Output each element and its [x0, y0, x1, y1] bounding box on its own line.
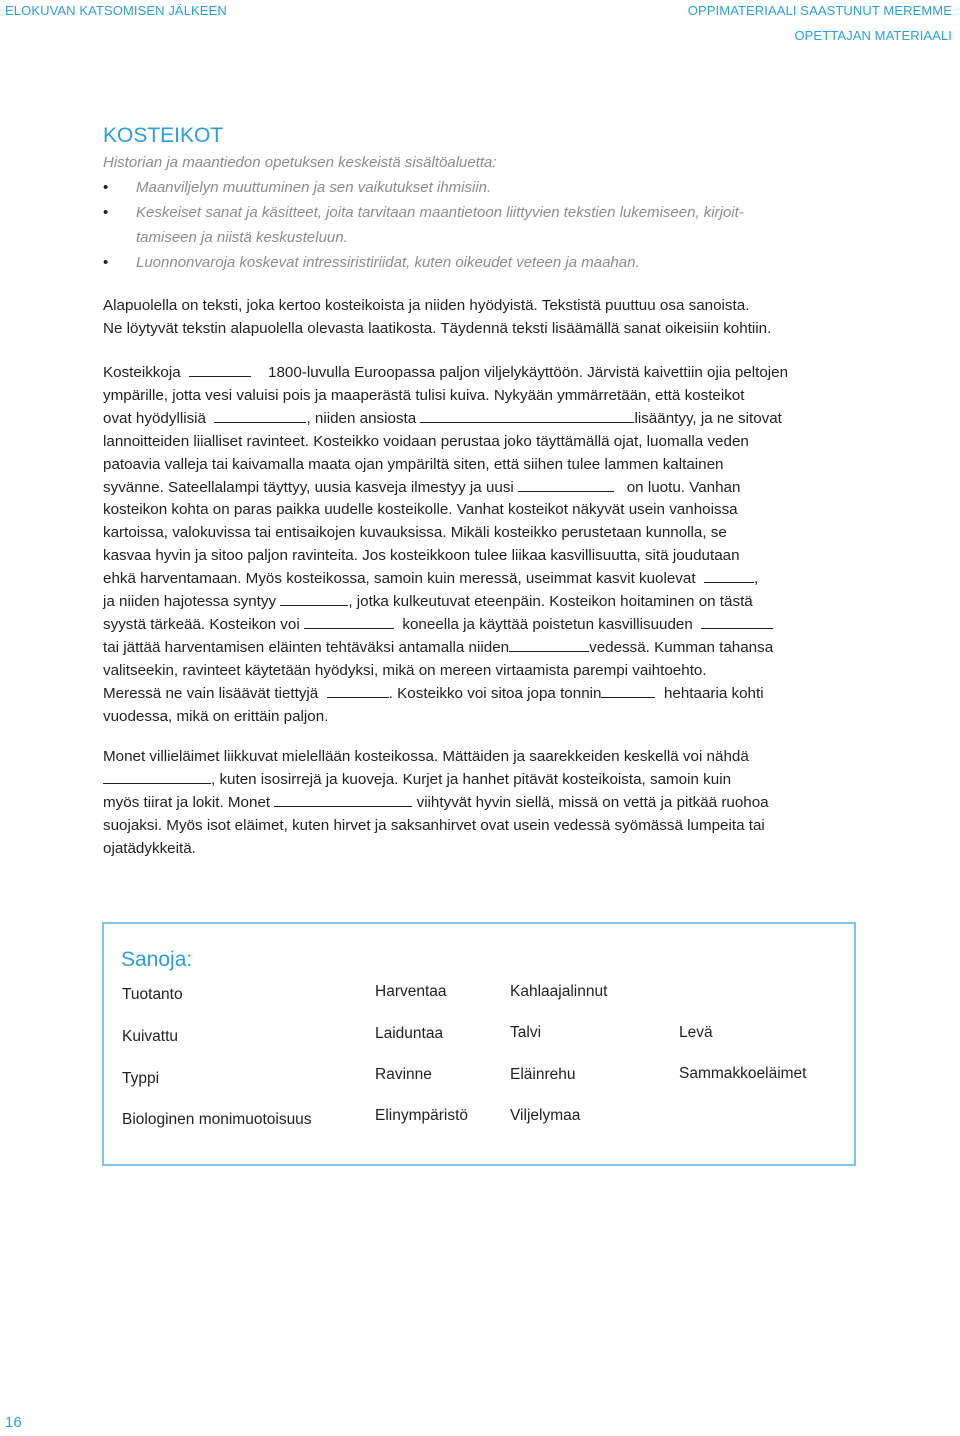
fill-blank[interactable]	[704, 568, 754, 583]
instructions	[103, 295, 863, 341]
fill-blank[interactable]	[327, 683, 389, 698]
intro-lead: Historian ja maantiedon opetuksen keskeistä sisältöaluetta:	[103, 154, 497, 171]
word-harventaa: Harventaa	[375, 983, 447, 1000]
fill-blank[interactable]	[601, 683, 655, 698]
word-sammakkoelaimet: Sammakkoeläimet	[679, 1065, 807, 1082]
word-bank-box	[102, 922, 856, 1166]
word-biologinen-monimuotoisuus: Biologinen monimuotoisuus	[122, 1111, 312, 1128]
intro-bullet: • Luonnonvaroja koskevat intressiristiriidat, kuten oikeudet veteen ja maahan.	[103, 250, 863, 275]
fill-blank[interactable]	[509, 637, 589, 652]
intro-bullet: • Keskeiset sanat ja käsitteet, joita tarvitaan maantietoon liittyvien tekstien lukemiseen, kirjoit-	[103, 200, 863, 225]
bullet-icon: •	[103, 254, 109, 271]
intro-bullet-continuation: tamiseen ja niistä keskusteluun.	[136, 229, 348, 246]
instruction-line: Alapuolella on teksti, joka kertoo kosteikoista ja niiden hyödyistä. Tekstistä puuttuu osa sanoista.	[103, 297, 750, 314]
fill-blank[interactable]	[274, 792, 412, 807]
word-kahlaajalinnut: Kahlaajalinnut	[510, 983, 608, 1000]
fill-blank[interactable]	[214, 408, 306, 423]
cloze-paragraph-wetlands: Kosteikkoja 1800-luvulla Euroopassa paljon viljelykäyttöön. Järvistä kaivettiin ojia peltojen ympärille, jotta vesi valuisi pois ja maaperästä tulisi kuiva. Nykyään ymmärretään, että kosteikot ovat hyödyllisiä , niiden ansiosta lisääntyy, ja ne sitovat lannoitteiden liialliset ravinteet. Kosteikko voidaan perustaa joko täyttämällä ojat, luomalla veden patoavia valleja tai kaivamalla maata ojan ympäriltä siten, että siihen tulee lammen kaltainen syvänne. Sateellalampi täyttyy, uusia kasveja ilmestyy ja uusi on luotu. Vanhan kosteikon kohta on paras paikka uudelle kosteikolle. Vanhat kosteikot näkyvät usein vanhoissa kartoissa, valokuvissa tai entisaikojen kuvauksissa. Mikäli kosteikko perustetaan kunnolla, se kasvaa hyvin ja sitoo paljon ravinteita. Jos kosteikkoon tulee liikaa kasvillisuutta, sitä joudutaan ehkä harventamaan. Myös kosteikossa, samoin kuin meressä, useimmat kasvit kuolevat , ja niiden hajotessa syntyy , jotka kulkeutuvat eteenpäin. Kosteikon hoitaminen on tästä syystä tärkeää. Kosteikon voi koneella ja käyttää poistetun kasvillisuuden tai jättää harventamisen eläinten tehtäväksi antamalla niiden vedessä. Kumman tahansa valitseekin, ravinteet käytetään hyödyksi, mikä on mereen virtaamista parempi vaihtoehto. Meressä ne vain lisäävät tiettyjä . Kosteikko voi sitoa jopa tonnin hehtaaria kohti vuodessa, mikä on erittäin paljon.	[103, 364, 789, 725]
header-subtitle: OPETTAJAN MATERIAALI	[794, 28, 952, 43]
word-kuivattu: Kuivattu	[122, 1028, 179, 1045]
instruction-line: Ne löytyvät tekstin alapuolella olevasta laatikosta. Täydennä teksti lisäämällä sanat oikeisiin kohtiin.	[103, 319, 772, 337]
word-ravinne: Ravinne	[375, 1066, 432, 1083]
header-left: ELOKUVAN KATSOMISEN JÄLKEEN	[5, 3, 227, 18]
fill-blank[interactable]	[280, 591, 348, 606]
intro-bullet: • Maanviljelyn muuttuminen ja sen vaikutukset ihmisiin.	[103, 175, 863, 200]
fill-blank[interactable]	[103, 769, 211, 784]
page-title: KOSTEIKOT	[103, 124, 224, 147]
word-leva: Levä	[679, 1024, 713, 1041]
bullet-icon: •	[103, 204, 109, 221]
bullet-icon: •	[103, 179, 109, 196]
word-typpi: Typpi	[122, 1070, 160, 1087]
intro-list	[103, 175, 863, 275]
fill-blank[interactable]	[420, 408, 634, 423]
fill-blank[interactable]	[701, 614, 773, 629]
header-right: OPPIMATERIAALI SAASTUNUT MEREMME	[687, 3, 952, 18]
word-tuotanto: Tuotanto	[122, 986, 183, 1003]
fill-blank[interactable]	[189, 362, 251, 377]
word-elinymparisto: Elinympäristö	[375, 1107, 469, 1124]
word-bank-title: Sanoja:	[121, 948, 193, 971]
word-laiduntaa: Laiduntaa	[375, 1025, 444, 1042]
fill-blank[interactable]	[518, 477, 614, 492]
word-elainrehu: Eläinrehu	[510, 1066, 576, 1083]
word-talvi: Talvi	[510, 1024, 542, 1041]
curriculum-intro	[103, 150, 863, 275]
page-number: 16	[5, 1414, 22, 1431]
word-viljelymaa: Viljelymaa	[510, 1107, 581, 1124]
cloze-paragraph-animals: Monet villieläimet liikkuvat mielellään kosteikossa. Mättäiden ja saarekkeiden keskellä voi nähdä , kuten isosirrejä ja kuoveja. Kurjet ja hanhet pitävät kosteikoista, samoin kuin myös tiirat ja lokit. Monet viihtyvät hyvin siellä, missä on vettä ja pitkää ruohoa suojaksi. Myös isot eläimet, kuten hirvet ja saksanhirvet ovat usein vedessä syömässä lumpeita tai ojatädykkeitä.	[103, 748, 769, 857]
fill-blank[interactable]	[304, 614, 394, 629]
